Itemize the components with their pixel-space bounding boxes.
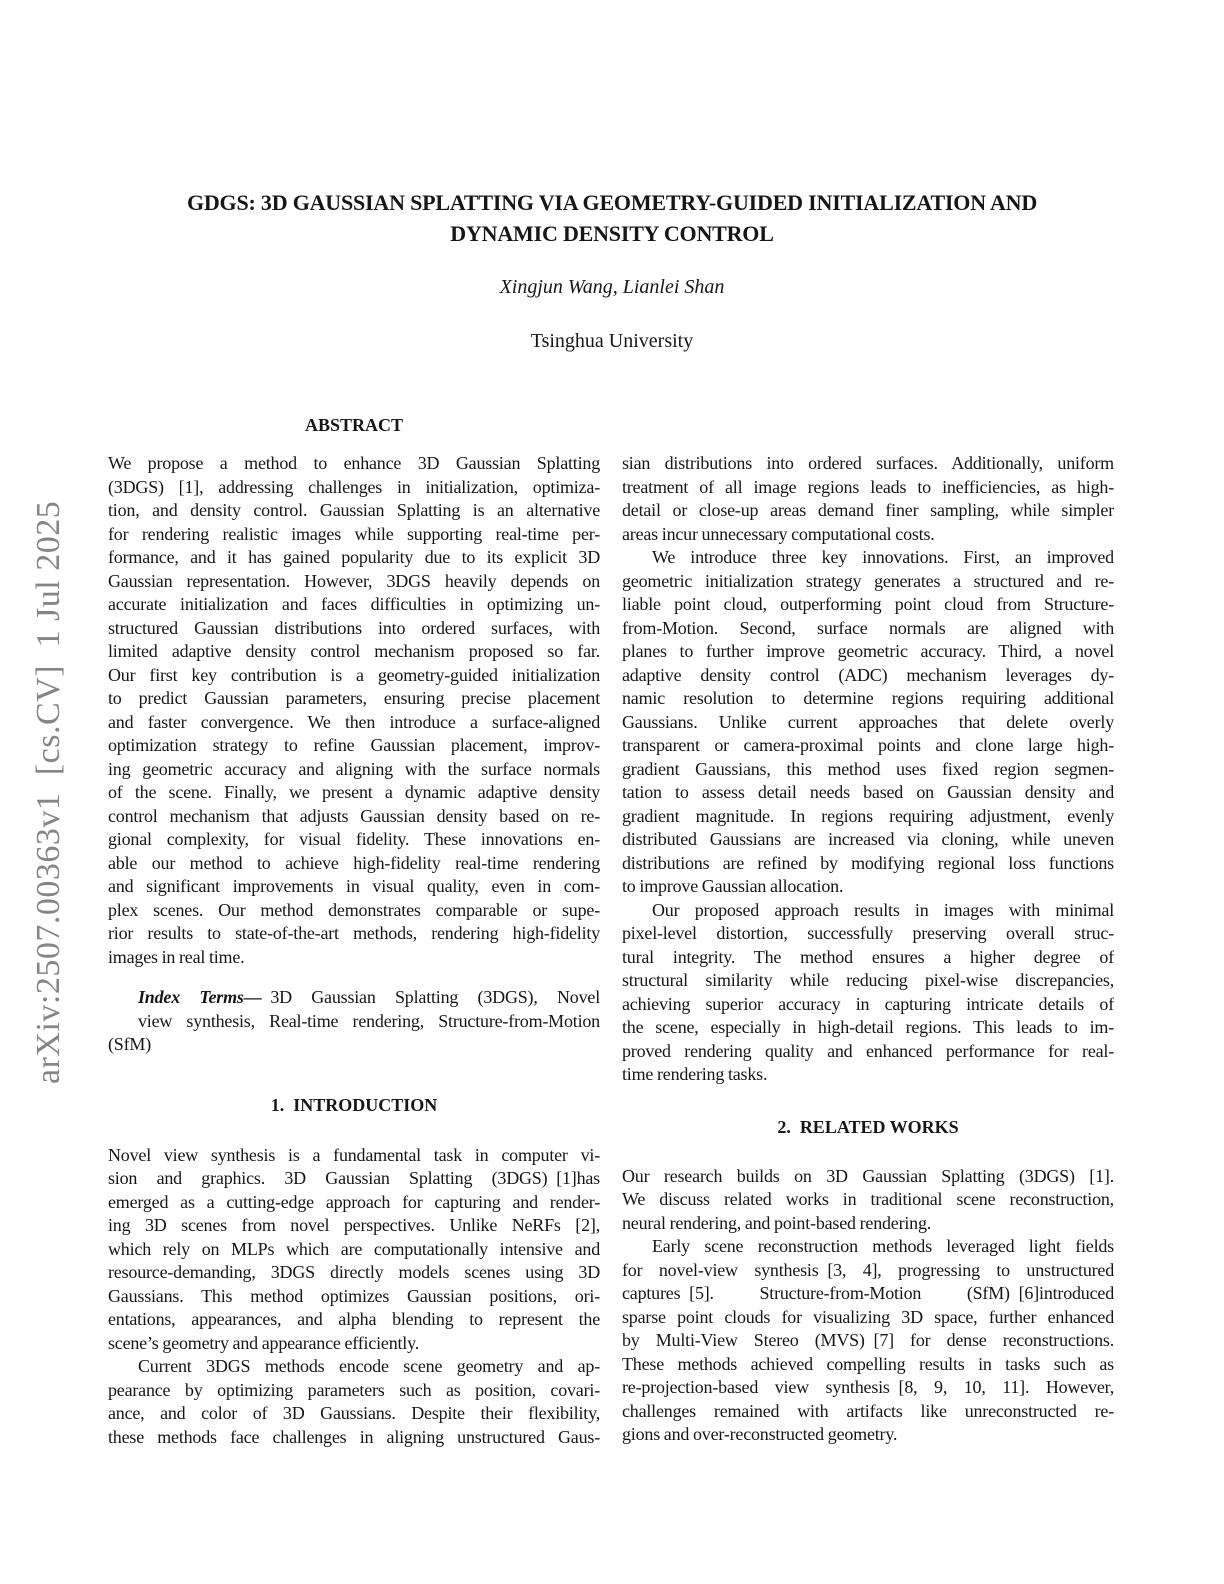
- text-line: able our method to achieve high-fidelity real-time rendering: [108, 852, 600, 873]
- text-line: and significant improvements in visual quality, even in com-: [108, 876, 600, 896]
- text-line: view synthesis, Real-time rendering, Structure-from-Motion: [138, 1010, 600, 1031]
- text-line: tion, and density control. Gaussian Splatting is an alternative: [108, 500, 600, 520]
- text-line: tation to assess detail needs based on Gaussian density and: [622, 782, 1114, 802]
- text-line: Our research builds on 3D Gaussian Splatting (3DGS) [1].: [622, 1165, 1114, 1186]
- text-line: Novel view synthesis is a fundamental task in computer vi-: [108, 1144, 600, 1165]
- text-line: these methods face challenges in aligning unstructured Gaus-: [108, 1426, 600, 1447]
- text-line: by Multi-View Stereo (MVS) [7] for dense reconstructions.: [622, 1330, 1114, 1350]
- text-line: areas incur unnecessary computational costs.: [622, 523, 935, 544]
- text-line: (3DGS) [1], addressing challenges in initialization, optimiza-: [108, 476, 600, 497]
- text-line: Our proposed approach results in images with minimal: [652, 899, 1114, 920]
- text-line: the scene, especially in high-detail regions. This leads to im-: [622, 1017, 1114, 1037]
- text-line: re-projection-based view synthesis [8, 9, 10, 11]. However,: [622, 1377, 1114, 1397]
- text-line: (SfM): [108, 1034, 151, 1054]
- paper-affiliation: Tsinghua University: [530, 330, 694, 352]
- text-line: scene’s geometry and appearance efficiently.: [108, 1332, 420, 1353]
- abstract-paragraph: [108, 452, 600, 969]
- text-line: to predict Gaussian parameters, ensuring precise placement: [108, 688, 600, 708]
- text-line: treatment of all image regions leads to inefficiencies, as high-: [622, 476, 1114, 497]
- text-line: tural integrity. The method ensures a higher degree of: [622, 946, 1114, 967]
- text-line: plex scenes. Our method demonstrates comparable or supe-: [108, 899, 600, 920]
- text-line: rior results to state-of-the-art methods, rendering high-fidelity: [108, 923, 600, 943]
- text-line: Gaussian representation. However, 3DGS heavily depends on: [108, 570, 600, 591]
- paper-title-line2: DYNAMIC DENSITY CONTROL: [450, 221, 774, 246]
- text-line: gions and over-reconstructed geometry.: [622, 1424, 898, 1444]
- text-line: time rendering tasks.: [622, 1064, 768, 1084]
- text-line: gradient magnitude. In regions requiring adjustment, evenly: [622, 805, 1114, 826]
- text-line: images in real time.: [108, 946, 245, 967]
- text-line: We introduce three key innovations. First, an improved: [652, 547, 1114, 567]
- text-line: Gaussians. This method optimizes Gaussian positions, ori-: [108, 1285, 600, 1306]
- continuation-paragraph: [622, 452, 1114, 546]
- related-works-paragraph-1: [622, 1165, 1114, 1236]
- text-line: pearance by optimizing parameters such as position, covari-: [108, 1379, 600, 1400]
- text-line: proved rendering quality and enhanced performance for real-: [622, 1040, 1114, 1061]
- text-line: Our first key contribution is a geometry-guided initialization: [108, 664, 600, 685]
- text-line: Gaussians. Unlike current approaches that delete overly: [622, 711, 1114, 732]
- text-line: ance, and color of 3D Gaussians. Despite their flexibility,: [108, 1403, 600, 1423]
- text-line: sparse point clouds for visualizing 3D space, further enhanced: [622, 1306, 1114, 1327]
- index-terms-label: Index Terms—: [138, 987, 262, 1007]
- text-line: resource-demanding, 3DGS directly models scenes using 3D: [108, 1262, 600, 1282]
- text-line: We propose a method to enhance 3D Gaussian Splatting: [108, 453, 600, 473]
- text-line: control mechanism that adjusts Gaussian density based on re-: [108, 805, 600, 826]
- text-line: namic resolution to determine regions requiring additional: [622, 688, 1114, 708]
- introduction-paragraph-1: [108, 1144, 600, 1356]
- text-line: pixel-level distortion, successfully preserving overall struc-: [622, 923, 1114, 943]
- text-line: liable point cloud, outperforming point cloud from Structure-: [622, 594, 1114, 614]
- text-line: gradient Gaussians, this method uses fixed region segmen-: [622, 758, 1114, 779]
- text-line: from-Motion. Second, surface normals are aligned with: [622, 617, 1114, 638]
- text-line: to improve Gaussian allocation.: [622, 876, 844, 896]
- text-line: and faster convergence. We then introduce a surface-aligned: [108, 711, 600, 732]
- text-line: adaptive density control (ADC) mechanism leverages dy-: [622, 664, 1114, 685]
- text-line: structured Gaussian distributions into ordered surfaces, with: [108, 617, 600, 638]
- related-works-heading: 2. RELATED WORKS: [777, 1116, 959, 1137]
- text-line: neural rendering, and point-based rendering.: [622, 1212, 932, 1233]
- text-line: challenges remained with artifacts like unreconstructed re-: [622, 1400, 1114, 1421]
- text-line: gional complexity, for visual fidelity. These innovations en-: [108, 829, 600, 849]
- text-line: Early scene reconstruction methods leveraged light fields: [652, 1236, 1114, 1256]
- text-line: optimization strategy to refine Gaussian placement, improv-: [108, 735, 600, 755]
- text-line: which rely on MLPs which are computationally intensive and: [108, 1238, 600, 1259]
- arxiv-watermark: arXiv:2507.00363v1 [cs.CV] 1 Jul 2025: [30, 500, 67, 1084]
- related-works-paragraph-2: [622, 1235, 1114, 1447]
- text-line: formance, and it has gained popularity due to its explicit 3D: [108, 547, 600, 567]
- paper-title: [0, 187, 1224, 249]
- text-line: distributions are refined by modifying regional loss functions: [622, 852, 1114, 873]
- abstract-heading: ABSTRACT: [304, 415, 404, 435]
- results-paragraph: [622, 899, 1114, 1087]
- text-line: for novel-view synthesis [3, 4], progressing to unstructured: [622, 1259, 1114, 1280]
- text-line: emerged as a cutting-edge approach for capturing and render-: [108, 1191, 600, 1212]
- text-line: sion and graphics. 3D Gaussian Splatting (3DGS) [1]has: [108, 1168, 600, 1188]
- text-line: planes to further improve geometric accuracy. Third, a novel: [622, 641, 1114, 661]
- index-terms-lines: [108, 1010, 600, 1057]
- left-column: [108, 413, 600, 1449]
- introduction-paragraph-2: [108, 1355, 600, 1449]
- text-line: achieving superior accuracy in capturing intricate details of: [622, 993, 1114, 1014]
- text-line: distributed Gaussians are increased via cloning, while uneven: [622, 829, 1114, 849]
- text-line: sian distributions into ordered surfaces. Additionally, uniform: [622, 453, 1114, 473]
- text-line: transparent or camera-proximal points and clone large high-: [622, 735, 1114, 755]
- right-column: [622, 452, 1114, 1447]
- text-line: Current 3DGS methods encode scene geometry and ap-: [138, 1356, 600, 1376]
- paper-title-line1: GDGS: 3D GAUSSIAN SPLATTING VIA GEOMETRY-GUIDED INITIALIZATION AND: [186, 190, 1038, 215]
- index-terms-paragraph: [108, 986, 600, 1057]
- text-line: of the scene. Finally, we present a dynamic adaptive density: [108, 782, 600, 802]
- index-terms-first-line: 3D Gaussian Splatting (3DGS), Novel: [270, 987, 600, 1007]
- text-line: ing 3D scenes from novel perspectives. Unlike NeRFs [2],: [108, 1215, 600, 1235]
- text-line: detail or close-up areas demand finer sampling, while simpler: [622, 500, 1114, 520]
- innovations-paragraph: [622, 546, 1114, 899]
- text-line: ing geometric accuracy and aligning with the surface normals: [108, 758, 600, 779]
- introduction-heading: 1. INTRODUCTION: [270, 1094, 438, 1115]
- text-line: geometric initialization strategy generates a structured and re-: [622, 570, 1114, 591]
- text-line: [108, 986, 600, 1010]
- text-line: entations, appearances, and alpha blending to represent the: [108, 1309, 600, 1329]
- text-line: structural similarity while reducing pixel-wise discrepancies,: [622, 970, 1114, 990]
- text-line: These methods achieved compelling results in tasks such as: [622, 1353, 1114, 1374]
- text-line: accurate initialization and faces difficulties in optimizing un-: [108, 594, 600, 614]
- text-line: limited adaptive density control mechanism proposed so far.: [108, 641, 600, 661]
- text-line: captures [5]. Structure-from-Motion (SfM) [6]introduced: [622, 1283, 1114, 1303]
- text-line: for rendering realistic images while supporting real-time per-: [108, 523, 600, 544]
- paper-authors: Xingjun Wang, Lianlei Shan: [499, 276, 725, 298]
- text-line: We discuss related works in traditional scene reconstruction,: [622, 1189, 1114, 1209]
